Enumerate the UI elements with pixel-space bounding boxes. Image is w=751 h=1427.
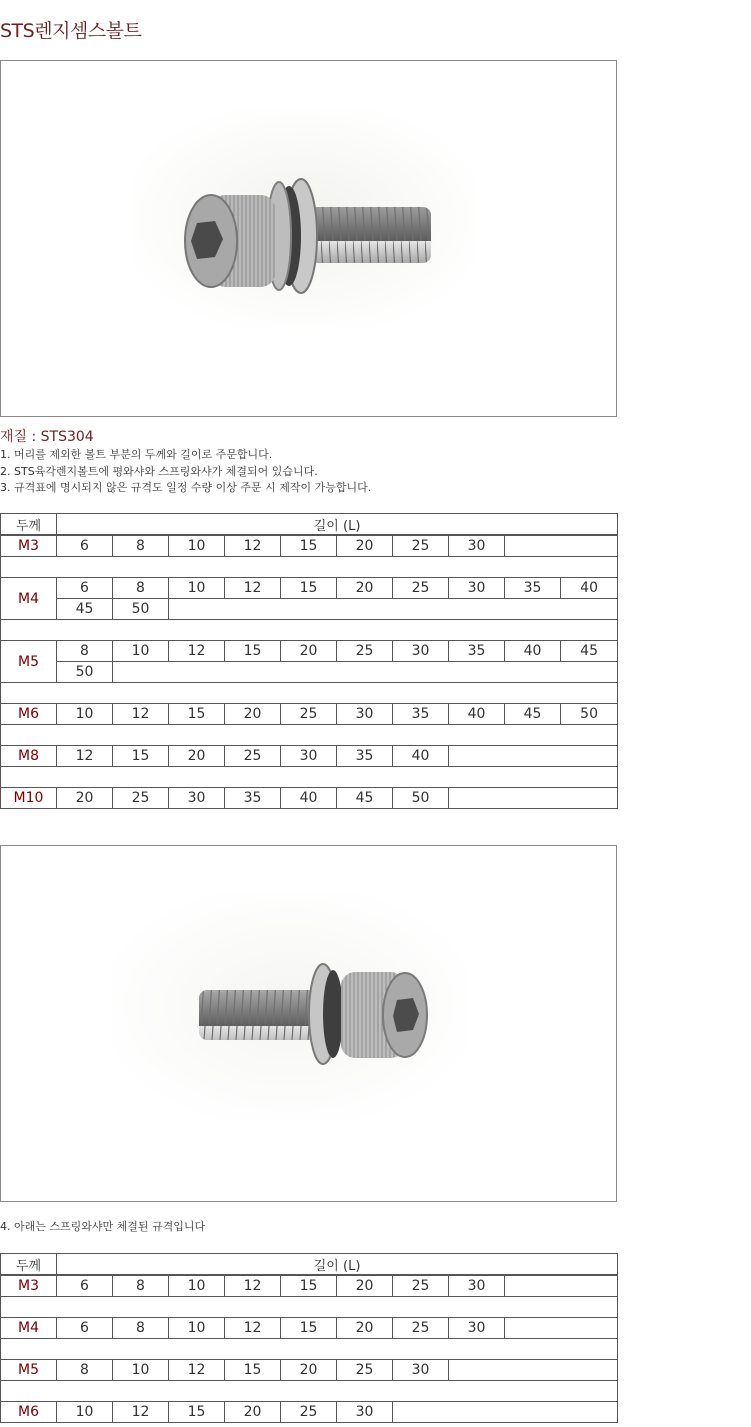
table-row [1, 704, 618, 725]
length-cell: 20 [57, 788, 113, 809]
length-cell: 50 [113, 599, 169, 620]
size-label: M6 [1, 1402, 57, 1423]
length-cell: 15 [225, 1360, 281, 1381]
length-cell: 50 [393, 788, 449, 809]
product-photo-1 [0, 60, 617, 417]
table-row [1, 662, 618, 683]
size-label: M4 [1, 1318, 57, 1339]
length-cell: 50 [561, 704, 618, 725]
length-cell: 20 [337, 1275, 393, 1297]
length-cell: 20 [225, 704, 281, 725]
empty-cell [449, 1360, 618, 1381]
table-row [1, 1402, 618, 1423]
length-cell: 6 [57, 1318, 113, 1339]
spacer-row [1, 1297, 618, 1318]
length-cell: 6 [57, 578, 113, 599]
spacer-cell [1, 1297, 618, 1318]
length-cell: 25 [337, 641, 393, 662]
size-label: M3 [1, 535, 57, 557]
length-cell: 20 [337, 578, 393, 599]
length-cell: 35 [337, 746, 393, 767]
order-notes [0, 447, 371, 497]
length-cell: 15 [281, 1318, 337, 1339]
length-cell: 10 [57, 704, 113, 725]
empty-cell [393, 1402, 618, 1423]
spacer-row [1, 725, 618, 746]
length-cell: 15 [169, 1402, 225, 1423]
length-cell: 20 [337, 1318, 393, 1339]
length-cell: 6 [57, 1275, 113, 1297]
length-cell: 12 [113, 1402, 169, 1423]
length-cell: 50 [57, 662, 113, 683]
length-cell: 20 [169, 746, 225, 767]
size-label: M10 [1, 788, 57, 809]
length-cell: 30 [449, 578, 505, 599]
length-cell: 25 [281, 1402, 337, 1423]
length-cell: 45 [337, 788, 393, 809]
length-cell: 10 [113, 1360, 169, 1381]
header-thickness: 두께 [1, 514, 57, 536]
size-label: M5 [1, 641, 57, 683]
length-cell: 45 [561, 641, 618, 662]
length-cell: 12 [225, 578, 281, 599]
size-label: M3 [1, 1275, 57, 1297]
length-cell: 8 [113, 1275, 169, 1297]
length-cell: 12 [113, 704, 169, 725]
header-thickness: 두께 [1, 1254, 57, 1276]
length-cell: 20 [337, 535, 393, 557]
bolt-image-head-right [1, 846, 616, 1201]
empty-cell [449, 746, 618, 767]
length-cell: 40 [393, 746, 449, 767]
length-cell: 12 [169, 1360, 225, 1381]
note-item: 3. 규격표에 명시되지 않은 규격도 일정 수량 이상 주문 시 제작이 가능합니다. [0, 481, 372, 494]
length-cell: 15 [113, 746, 169, 767]
length-cell: 15 [281, 578, 337, 599]
length-cell: 35 [225, 788, 281, 809]
length-cell: 15 [225, 641, 281, 662]
size-label: M4 [1, 578, 57, 620]
length-cell: 12 [225, 1275, 281, 1297]
table-row [1, 1318, 618, 1339]
spring-washer-note: 4. 아래는 스프링와샤만 체결된 규격입니다 [0, 1220, 206, 1233]
size-label: M8 [1, 746, 57, 767]
length-cell: 40 [505, 641, 561, 662]
length-cell: 25 [393, 1318, 449, 1339]
length-cell: 35 [449, 641, 505, 662]
empty-cell [505, 1275, 618, 1297]
length-cell: 12 [225, 535, 281, 557]
length-cell: 10 [169, 535, 225, 557]
length-cell: 45 [57, 599, 113, 620]
table-row [1, 746, 618, 767]
length-cell: 8 [113, 578, 169, 599]
spacer-row [1, 1381, 618, 1402]
length-cell: 30 [393, 1360, 449, 1381]
spec-table-sems [0, 513, 618, 809]
length-cell: 15 [281, 1275, 337, 1297]
length-cell: 25 [281, 704, 337, 725]
length-cell: 20 [281, 1360, 337, 1381]
header-length: 길이 (L) [57, 514, 618, 536]
length-cell: 15 [169, 704, 225, 725]
empty-cell [169, 599, 618, 620]
material-label: 재질 : STS304 [0, 429, 94, 445]
empty-cell [449, 788, 618, 809]
table-row [1, 641, 618, 662]
empty-cell [505, 535, 618, 557]
spacer-cell [1, 557, 618, 578]
spacer-row [1, 767, 618, 788]
spacer-cell [1, 1339, 618, 1360]
length-cell: 25 [393, 578, 449, 599]
length-cell: 40 [561, 578, 618, 599]
length-cell: 30 [281, 746, 337, 767]
length-cell: 25 [393, 535, 449, 557]
size-label: M5 [1, 1360, 57, 1381]
length-cell: 8 [113, 535, 169, 557]
length-cell: 25 [113, 788, 169, 809]
length-cell: 25 [225, 746, 281, 767]
table-row [1, 1275, 618, 1297]
length-cell: 10 [169, 578, 225, 599]
spacer-row [1, 1339, 618, 1360]
note-item: 1. 머리를 제외한 볼트 부분의 두께와 길이로 주문합니다. [0, 448, 273, 461]
spacer-cell [1, 767, 618, 788]
length-cell: 20 [225, 1402, 281, 1423]
empty-cell [505, 1318, 618, 1339]
length-cell: 40 [281, 788, 337, 809]
length-cell: 40 [449, 704, 505, 725]
length-cell: 12 [57, 746, 113, 767]
length-cell: 8 [57, 641, 113, 662]
table-row [1, 578, 618, 599]
spacer-cell [1, 620, 618, 641]
length-cell: 10 [57, 1402, 113, 1423]
length-cell: 35 [505, 578, 561, 599]
length-cell: 6 [57, 535, 113, 557]
length-cell: 8 [57, 1360, 113, 1381]
length-cell: 8 [113, 1318, 169, 1339]
spacer-row [1, 620, 618, 641]
length-cell: 10 [169, 1275, 225, 1297]
page-title: STS렌지셈스볼트 [0, 20, 142, 42]
table-row [1, 535, 618, 557]
table-row [1, 788, 618, 809]
length-cell: 35 [393, 704, 449, 725]
length-cell: 30 [449, 1318, 505, 1339]
size-label: M6 [1, 704, 57, 725]
length-cell: 30 [169, 788, 225, 809]
length-cell: 30 [449, 535, 505, 557]
bolt-image-head-left [1, 61, 616, 416]
table-header-row [1, 514, 618, 536]
spacer-cell [1, 683, 618, 704]
length-cell: 12 [169, 641, 225, 662]
length-cell: 20 [281, 641, 337, 662]
length-cell: 30 [449, 1275, 505, 1297]
note-item: 2. STS육각렌지볼트에 평와샤와 스프링와샤가 체결되어 있습니다. [0, 464, 318, 478]
length-cell: 30 [337, 1402, 393, 1423]
spacer-row [1, 557, 618, 578]
table-row [1, 599, 618, 620]
length-cell: 25 [337, 1360, 393, 1381]
spec-table-spring-washer [0, 1253, 618, 1423]
empty-cell [113, 662, 618, 683]
table-row [1, 1360, 618, 1381]
spacer-cell [1, 1381, 618, 1402]
spacer-row [1, 683, 618, 704]
length-cell: 10 [113, 641, 169, 662]
table-header-row [1, 1254, 618, 1276]
length-cell: 30 [393, 641, 449, 662]
length-cell: 10 [169, 1318, 225, 1339]
length-cell: 12 [225, 1318, 281, 1339]
length-cell: 15 [281, 535, 337, 557]
length-cell: 45 [505, 704, 561, 725]
length-cell: 30 [337, 704, 393, 725]
header-length: 길이 (L) [57, 1254, 618, 1276]
spacer-cell [1, 725, 618, 746]
length-cell: 25 [393, 1275, 449, 1297]
product-photo-2 [0, 845, 617, 1202]
